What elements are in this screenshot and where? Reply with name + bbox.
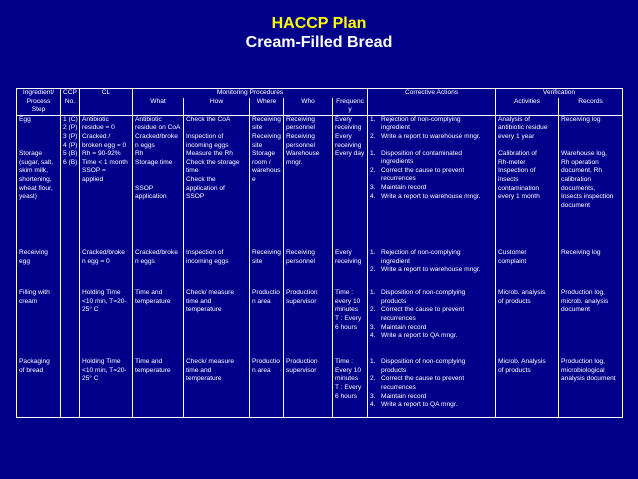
cell-ca	[368, 249, 496, 289]
cell-what	[133, 358, 184, 417]
cell-line: Warehouse	[286, 150, 320, 158]
cell-line: personnel	[286, 257, 315, 265]
cell-line: temperature	[135, 297, 171, 305]
cell-ingredient	[17, 249, 61, 289]
cell-line: (sugar, salt,	[19, 158, 54, 166]
cell-line: Receiving	[19, 249, 48, 257]
cell-where	[250, 115, 284, 249]
list-item-text: Maintain record	[381, 392, 427, 400]
cell-line: personnel	[286, 141, 315, 149]
corrective-actions-list	[370, 358, 493, 410]
list-item	[370, 167, 493, 184]
cell-line: Receiving	[286, 115, 315, 123]
list-item-text: Write a report to warehouse mngr.	[381, 192, 481, 200]
cell-records	[559, 115, 623, 249]
cell-line: Warehouse log,	[561, 150, 607, 158]
cell-line: Every 10	[335, 366, 362, 374]
header-what: What	[133, 98, 184, 116]
cell-line: application of	[186, 184, 225, 192]
cell-line: 4 (P)	[63, 141, 78, 149]
cell-ca	[368, 358, 496, 417]
list-item	[370, 393, 493, 402]
cell-line: Cracked/broke	[82, 249, 125, 257]
cell-line: site	[252, 124, 263, 132]
list-item	[370, 116, 493, 133]
cell-ingredient	[17, 289, 61, 358]
header-row	[17, 89, 623, 98]
cell-line: e	[252, 175, 256, 183]
cell-line: 6 hours	[335, 323, 357, 331]
cell-line: Production log,	[561, 358, 606, 366]
cell-line: Productio	[252, 289, 280, 297]
table-row	[17, 249, 623, 289]
cell-line: Antibiotic	[82, 115, 109, 123]
cell-line: incoming eggs	[186, 257, 229, 265]
cell-line: T : Every	[335, 315, 362, 323]
cell-line: Productio	[252, 358, 280, 366]
cell-records	[559, 249, 623, 289]
list-item-text: recurrences	[381, 315, 416, 323]
list-item-text: Write a report to warehouse mngr.	[381, 266, 481, 274]
cell-line	[561, 124, 620, 133]
cell-line: site	[252, 141, 263, 149]
cell-line: n area	[252, 366, 271, 374]
list-item-text: products	[381, 366, 407, 374]
cell-line: room /	[252, 158, 271, 166]
cell-where	[250, 249, 284, 289]
table-body	[17, 115, 623, 417]
list-number: 1.	[370, 115, 376, 123]
list-item	[370, 332, 493, 341]
cell-line: time and	[186, 297, 212, 305]
cell-cl	[80, 115, 133, 249]
cell-line: Rh-meter	[498, 158, 526, 166]
list-item-text: Write a report to warehouse mngr.	[381, 132, 481, 140]
cell-line: Insects inspection	[561, 193, 614, 201]
title-block	[0, 14, 638, 52]
cell-line: Inspection of	[186, 249, 224, 257]
list-item-text: Maintain record	[381, 183, 427, 191]
cell-line: Antibiotic	[135, 115, 162, 123]
header-activities: Activities	[496, 98, 559, 116]
cell-line: temperature	[186, 375, 222, 383]
list-number: 1.	[370, 358, 376, 366]
cell-line: Every day	[335, 150, 365, 158]
corrective-actions-list	[370, 116, 493, 201]
cell-ccp	[61, 115, 80, 249]
cell-line: n area	[252, 297, 271, 305]
list-item-text: Write a report to QA mngr.	[381, 401, 458, 409]
cell-line: n eggs	[135, 257, 155, 265]
list-item-text: Disposition of contaminated	[381, 149, 463, 157]
cell-line: receiving	[335, 141, 362, 149]
header-who: Who	[284, 98, 333, 116]
list-item-text: Maintain record	[381, 323, 427, 331]
cell-line: 3 (P)	[63, 132, 78, 140]
cell-line: Production	[286, 289, 318, 297]
cell-ingredient	[17, 115, 61, 249]
list-item	[370, 150, 493, 167]
cell-how	[184, 289, 250, 358]
cell-line: document	[561, 306, 590, 314]
cell-line: Microb. Analysis	[498, 358, 546, 366]
cell-line: Inspection of	[186, 132, 224, 140]
cell-line: Production	[286, 358, 318, 366]
header-records: Records	[559, 98, 623, 116]
cell-line: complaint	[498, 257, 527, 265]
list-item-text: recurrences	[381, 384, 416, 392]
cell-where	[250, 358, 284, 417]
cell-line: n egg = 0	[82, 257, 110, 265]
cell-who	[284, 249, 333, 289]
header-verification: Verification	[496, 89, 623, 98]
list-number: 4.	[370, 192, 376, 200]
cell-line: Receiving	[286, 249, 315, 257]
list-number: 1.	[370, 289, 376, 297]
cell-how	[184, 358, 250, 417]
cell-line: Check/ measure	[186, 358, 235, 366]
list-number: 4.	[370, 332, 376, 340]
header-monitoring: Monitoring Procedures	[133, 89, 368, 98]
cell-line: Analysis of	[498, 115, 530, 123]
list-number: 3.	[370, 183, 376, 191]
cell-line: 6 (B)	[63, 158, 78, 166]
cell-line: document, Rh	[561, 167, 603, 175]
cell-line	[135, 176, 181, 185]
cell-cl	[80, 289, 133, 358]
list-item-text: Rejection of non-complying	[381, 249, 461, 257]
cell-line: Storage	[252, 150, 276, 158]
corrective-actions-list	[370, 249, 493, 275]
cell-line: minutes	[335, 375, 359, 383]
cell-line: receiving	[335, 257, 362, 265]
cell-line: Check/ measure	[186, 289, 235, 297]
page-title: HACCP Plan	[271, 15, 367, 32]
list-item-text: ingredient	[381, 257, 410, 265]
cell-verif	[496, 115, 559, 249]
table-row	[17, 115, 623, 249]
cell-line: Time and	[135, 358, 163, 366]
cell-ccp	[61, 289, 80, 358]
cell-line	[135, 167, 181, 176]
list-number: 2.	[370, 132, 376, 140]
list-number: 2.	[370, 266, 376, 274]
cell-line: Every	[335, 132, 352, 140]
cell-line: <10 min, T=20-	[82, 297, 127, 305]
cell-line: time	[186, 167, 199, 175]
list-gap	[370, 142, 493, 150]
cell-cl	[80, 358, 133, 417]
cell-line: every 10	[335, 297, 361, 305]
header-how: How	[184, 98, 250, 116]
list-item-text: Correct the cause to prevent	[381, 166, 465, 174]
cell-freq	[333, 115, 368, 249]
cell-line: Production log,	[561, 289, 606, 297]
cell-line: 2 (P)	[63, 124, 78, 132]
list-item-text: Rejection of non-complying	[381, 115, 461, 123]
cell-line: Receiving log	[561, 115, 601, 123]
cell-line: residue on CoA	[135, 124, 181, 132]
cell-what	[133, 115, 184, 249]
cell-line	[561, 142, 620, 151]
cell-line: Cracked /	[82, 132, 111, 140]
list-item-text: ingredient	[381, 124, 410, 132]
cell-line: microbiological	[561, 366, 605, 374]
header-where: Where	[250, 98, 284, 116]
cell-line: site	[252, 257, 263, 265]
cell-who	[284, 358, 333, 417]
cell-who	[284, 289, 333, 358]
cell-line: insects	[498, 175, 519, 183]
cell-line: Holding Time	[82, 358, 121, 366]
header-ingredient: Ingredient/ Process Step	[17, 89, 61, 116]
cell-freq	[333, 289, 368, 358]
cell-line: Check the storage	[186, 158, 240, 166]
table-row	[17, 358, 623, 417]
cell-line: Calibration of	[498, 150, 537, 158]
cell-line: Time < 1 month	[82, 158, 128, 166]
cell-line: SSOP =	[82, 167, 106, 175]
cell-line: Receiving	[252, 249, 281, 257]
header-ccp: CCP No.	[61, 89, 80, 116]
cell-line: skim milk,	[19, 167, 48, 175]
cell-line: mngr.	[286, 158, 303, 166]
cell-records	[559, 289, 623, 358]
cell-line: cream	[19, 297, 38, 305]
cell-line: of products	[498, 366, 531, 374]
cell-line: Customer	[498, 249, 527, 257]
cell-line: egg	[19, 257, 31, 265]
list-item	[370, 401, 493, 410]
cell-line: Cracked/broke	[135, 132, 178, 140]
cell-line: 25° C	[82, 375, 99, 383]
cell-what	[133, 289, 184, 358]
list-number: 3.	[370, 323, 376, 331]
cell-line: 5 (B)	[63, 150, 78, 158]
cell-line: Check the CoA	[186, 115, 231, 123]
cell-line: Every	[335, 249, 352, 257]
cell-line	[186, 124, 247, 133]
table-row	[17, 289, 623, 358]
cell-line	[19, 124, 58, 133]
list-item-text: recurrences	[381, 175, 416, 183]
cell-line	[498, 142, 556, 151]
cell-line: microb. analysis	[561, 297, 609, 305]
header-corrective: Corrective Actions	[368, 89, 496, 116]
cell-cl	[80, 249, 133, 289]
cell-line: wheat flour,	[19, 184, 53, 192]
list-item-text: Disposition of non-complying	[381, 358, 466, 366]
cell-line: applied	[82, 175, 104, 183]
cell-line: incoming eggs	[186, 141, 229, 149]
list-item-text: Correct the cause to prevent	[381, 306, 465, 314]
cell-ingredient	[17, 358, 61, 417]
header-frequency: Frequenc y	[333, 98, 368, 116]
cell-line: Rh	[135, 150, 144, 158]
cell-line: SSOP	[135, 184, 154, 192]
cell-line: every 1 month	[498, 193, 540, 201]
cell-ccp	[61, 249, 80, 289]
corrective-actions-list	[370, 289, 493, 341]
cell-line: n eggs	[135, 141, 155, 149]
cell-line: residue = 0	[82, 124, 115, 132]
header-cl: CL	[80, 89, 133, 116]
cell-line: receiving	[335, 124, 362, 132]
cell-line: documents,	[561, 184, 596, 192]
cell-line: application	[135, 193, 167, 201]
cell-line: of products	[498, 297, 531, 305]
list-number: 1.	[370, 149, 376, 157]
list-item	[370, 324, 493, 333]
cell-line: temperature	[135, 366, 171, 374]
list-item	[370, 266, 493, 275]
cell-line: Every	[335, 115, 352, 123]
list-item	[370, 249, 493, 266]
cell-line: T : Every	[335, 384, 362, 392]
cell-line	[19, 142, 58, 151]
cell-line: 1 (C)	[63, 115, 78, 123]
cell-line: Time :	[335, 289, 354, 297]
cell-line: calibration	[561, 175, 592, 183]
cell-line: Egg	[19, 115, 31, 123]
cell-line: 6 hours	[335, 392, 357, 400]
cell-line: <10 min, T=20-	[82, 366, 127, 374]
list-item-text: Correct the cause to prevent	[381, 375, 465, 383]
cell-line: Rh operation	[561, 158, 599, 166]
cell-verif	[496, 358, 559, 417]
cell-line: Receiving	[252, 115, 281, 123]
cell-line: Time :	[335, 358, 354, 366]
cell-line: Receiving log	[561, 249, 601, 257]
page-subtitle: Cream-Filled Bread	[245, 34, 393, 51]
list-item	[370, 358, 493, 375]
cell-line: antibiotic residue	[498, 124, 548, 132]
cell-line: Filling with	[19, 289, 50, 297]
cell-line: contamination	[498, 184, 540, 192]
list-number: 2.	[370, 306, 376, 314]
cell-line: Storage time	[135, 158, 173, 166]
cell-line: Measure the Rh	[186, 150, 233, 158]
cell-line: Rh = 90-92%	[82, 150, 121, 158]
cell-how	[184, 115, 250, 249]
cell-line	[19, 133, 58, 142]
cell-line: supervisor	[286, 366, 317, 374]
cell-freq	[333, 358, 368, 417]
list-item	[370, 306, 493, 323]
cell-line: shortening,	[19, 175, 52, 183]
cell-line: SSOP	[186, 193, 205, 201]
cell-line: yeast)	[19, 193, 37, 201]
cell-line	[561, 133, 620, 142]
list-number: 4.	[370, 401, 376, 409]
list-item	[370, 133, 493, 142]
cell-line: Packaging	[19, 358, 50, 366]
cell-line: broken egg = 0	[82, 141, 127, 149]
cell-who	[284, 115, 333, 249]
cell-verif	[496, 289, 559, 358]
list-number: 2.	[370, 375, 376, 383]
cell-ca	[368, 289, 496, 358]
cell-line: Receiving	[286, 132, 315, 140]
cell-line: Time and	[135, 289, 163, 297]
haccp-table	[16, 88, 623, 418]
list-item	[370, 289, 493, 306]
cell-line: Microb. analysis	[498, 289, 546, 297]
cell-line: minutes	[335, 306, 359, 314]
cell-how	[184, 249, 250, 289]
list-number: 2.	[370, 166, 376, 174]
cell-ca	[368, 115, 496, 249]
cell-ccp	[61, 358, 80, 417]
cell-line: supervisor	[286, 297, 317, 305]
cell-freq	[333, 249, 368, 289]
cell-line: warehous	[252, 167, 281, 175]
cell-line: Receiving	[252, 132, 281, 140]
cell-records	[559, 358, 623, 417]
cell-verif	[496, 249, 559, 289]
list-item-text: Disposition of non-complying	[381, 289, 466, 297]
cell-what	[133, 249, 184, 289]
cell-line: time and	[186, 366, 212, 374]
list-item	[370, 193, 493, 202]
cell-line: of bread	[19, 366, 44, 374]
cell-line: Check the	[186, 175, 216, 183]
cell-line: Holding Time	[82, 289, 121, 297]
cell-line: Inspection of	[498, 167, 536, 175]
cell-line: document	[561, 201, 590, 209]
cell-line: 25° C	[82, 306, 99, 314]
list-item	[370, 375, 493, 392]
list-number: 3.	[370, 392, 376, 400]
cell-line: every 1 year	[498, 132, 535, 140]
cell-line: Storage	[19, 150, 43, 158]
cell-line: temperature	[186, 306, 222, 314]
list-item-text: Write a report to QA mngr.	[381, 332, 458, 340]
cell-where	[250, 289, 284, 358]
list-item	[370, 184, 493, 193]
list-number: 1.	[370, 249, 376, 257]
cell-line: Cracked/broke	[135, 249, 178, 257]
cell-line: analysis document	[561, 375, 616, 383]
list-item-text: ingredients	[381, 158, 414, 166]
cell-line: personnel	[286, 124, 315, 132]
list-item-text: products	[381, 297, 407, 305]
